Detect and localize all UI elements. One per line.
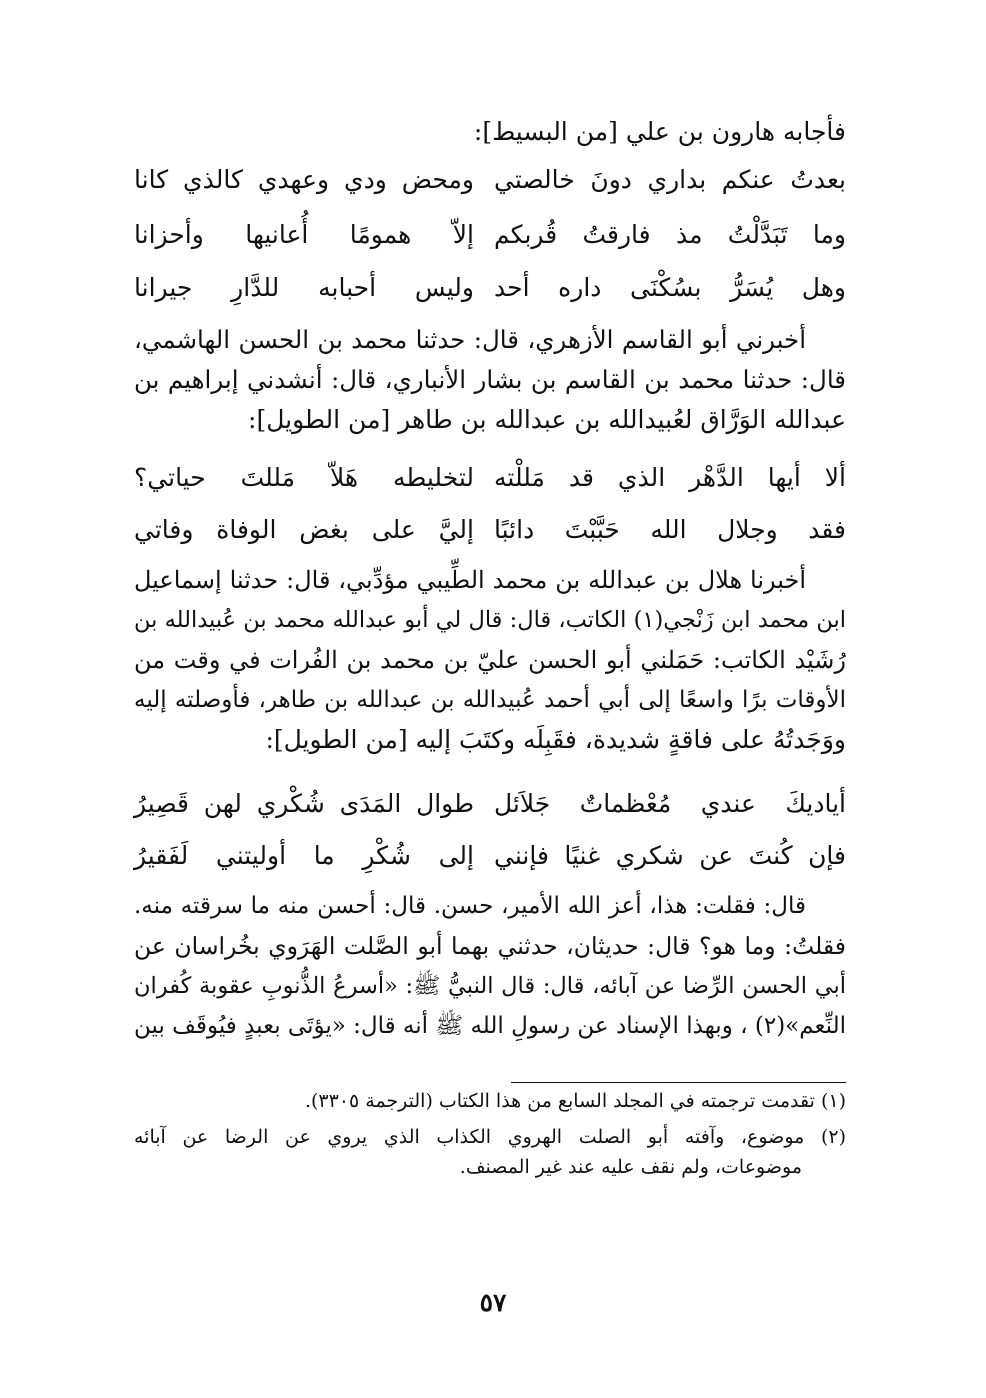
text-line: قال: حدثنا محمد بن القاسم بن بشار الأنباري، قال: أنشدني إبراهيم بن	[134, 365, 846, 394]
poem3-verse-2	[134, 834, 846, 878]
poem2-verse-2	[134, 508, 846, 552]
footnote-line: (١) تقدمت ترجمته في المجلد السابع من هذا الكتاب (الترجمة ٣٣٠٥).	[304, 1090, 846, 1112]
poem2-verse-1	[134, 456, 846, 500]
poem1-verse-1	[134, 158, 846, 202]
poem3-verse-1	[134, 782, 846, 826]
text-line: ابن محمد ابن زَنْجي(١) الكاتب، قال: قال لي أبو عبدالله محمد بن عُبيدالله بن	[134, 607, 846, 633]
footnote-line: موضوعات، ولم نقف عليه عند غير المصنف.	[459, 1156, 802, 1178]
second-hemistich: إلاّ همومًا أُعانيها وأحزانا	[134, 220, 474, 249]
second-hemistich: إلى شُكْرِ ما أوليتني لَفَقيرُ	[134, 841, 474, 870]
paragraph-3	[134, 886, 846, 1046]
second-hemistich: وليس أحبابه للدَّارِ جيرانا	[134, 273, 474, 302]
text-line: أبي الحسن الرِّضا عن آبائه، قال: قال النبيُّ ﷺ: «أسرعُ الذُّنوبِ عقوبة كُفران	[134, 973, 846, 999]
text-line: الأوقات برًا واسعًا إلى أبي أحمد عُبيدالله بن عبدالله بن طاهر، فأوصلته إليه	[134, 687, 846, 713]
text-line: قال: فقلت: هذا، أعز الله الأمير، حسن. قال: أحسن منه ما سرقته منه.	[134, 893, 806, 919]
paragraph-2	[134, 560, 846, 760]
page-number: ٥٧	[479, 1288, 507, 1317]
poem1-verse-3	[134, 266, 846, 310]
intro-line: فأجابه هارون بن علي [من البسيط]:	[473, 117, 846, 146]
first-hemistich: أياديكَ عندي مُعْظماتٌ جَلاَئل	[494, 789, 846, 818]
first-hemistich: وما تَبَدَّلْتُ مذ فارقتُ قُربكم	[494, 220, 846, 249]
text-line: فقلتُ: وما هو؟ قال: حديثان، حدثني بهما أبو الصَّلت الهَرَوي بخُراسان عن	[134, 932, 846, 960]
second-hemistich: لتخليطه هَلاّ مَللتَ حياتي؟	[134, 463, 474, 492]
first-hemistich: فقد وجلال الله حَبَّبْتَ دائبًا	[494, 515, 846, 544]
footnote-separator	[511, 1082, 846, 1083]
first-hemistich: بعدتُ عنكم بداري دونَ خالصتي	[494, 165, 846, 194]
footnote-2	[134, 1122, 846, 1182]
second-hemistich: إليَّ على بغض الوفاة وفاتي	[134, 515, 474, 544]
second-hemistich: طوال المَدَى شُكْري لهن قَصِيرُ	[134, 789, 474, 818]
text-line: ووَجَدتُهُ على فاقةٍ شديدة، فقَبِلَه وكتَبَ إليه [من الطويل]:	[265, 725, 846, 754]
first-hemistich: فإن كُنتَ عن شكري غنيًا فإنني	[494, 841, 846, 870]
poem1-verse-2	[134, 213, 846, 257]
text-line: النِّعم»(٢) ، وبهذا الإسناد عن رسولِ الله ﷺ أنه قال: «يؤتَى بعبدٍ فيُوقَف بين	[134, 1013, 846, 1039]
footnote-line: (٢) موضوع، وآفته أبو الصلت الهروي الكذاب الذي يروي عن الرضا عن آبائه	[134, 1126, 846, 1148]
text-line: رُشَيْد الكاتب: حَمَلني أبو الحسن عليّ بن محمد بن الفُرات في وقت من	[134, 646, 846, 674]
text-line: عبدالله الوَرَّاق لعُبيدالله بن عبدالله بن طاهر [من الطويل]:	[248, 405, 846, 434]
paragraph-1	[134, 320, 846, 440]
text-line: أخبرنا هلال بن عبدالله بن محمد الطِّيبي مؤدِّبي، قال: حدثنا إسماعيل	[134, 566, 806, 594]
first-hemistich: وهل يُسَرُّ بسُكْنَى داره أحد	[494, 273, 846, 302]
footnote-1	[134, 1086, 846, 1116]
text-line: أخبرني أبو القاسم الأزهري، قال: حدثنا محمد بن الحسن الهاشمي،	[134, 325, 806, 354]
first-hemistich: ألا أيها الدَّهْر الذي قد مَللْته	[494, 463, 846, 492]
second-hemistich: ومحض ودي وعهدي كالذي كانا	[134, 165, 474, 194]
